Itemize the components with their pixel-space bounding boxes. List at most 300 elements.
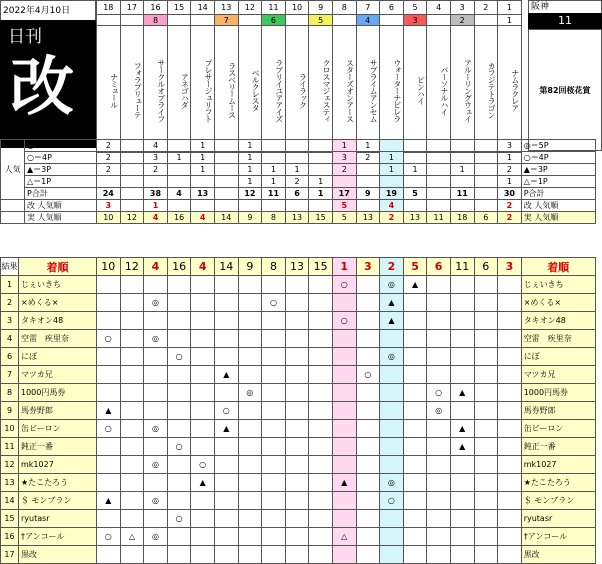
spacer-cell <box>1 200 25 212</box>
finish-label-right: 着順 <box>521 258 595 276</box>
prediction-mark: ▲ <box>214 366 238 384</box>
prediction-mark <box>332 366 356 384</box>
finish-cell: 2 <box>380 258 404 276</box>
prediction-mark <box>332 294 356 312</box>
prediction-mark: ○ <box>167 510 191 528</box>
prediction-mark <box>474 348 498 366</box>
prediction-mark <box>120 276 144 294</box>
predictor-name-right: 1000円馬券 <box>521 384 595 402</box>
prediction-mark <box>97 456 121 474</box>
pop-cell: 10 <box>97 212 121 224</box>
prediction-mark <box>97 510 121 528</box>
prediction-mark <box>474 492 498 510</box>
prediction-mark <box>191 348 215 366</box>
prediction-mark <box>120 492 144 510</box>
prediction-mark <box>403 456 427 474</box>
waku-number <box>97 15 121 26</box>
prediction-mark <box>332 546 356 564</box>
prediction-mark <box>356 546 380 564</box>
horse-name: ナムラクレア <box>498 26 522 153</box>
prediction-mark <box>262 456 286 474</box>
prediction-mark <box>380 330 404 348</box>
prediction-mark <box>144 348 168 366</box>
prediction-mark <box>214 384 238 402</box>
pop-cell <box>167 176 191 188</box>
pop-cell <box>120 140 144 152</box>
prediction-mark <box>427 276 451 294</box>
prediction-mark <box>474 276 498 294</box>
waku-number <box>238 15 262 26</box>
prediction-mark <box>167 402 191 420</box>
waku-number <box>285 15 309 26</box>
pop-cell: 2 <box>380 212 404 224</box>
prediction-mark <box>427 546 451 564</box>
prediction-mark <box>120 366 144 384</box>
spacer-cell <box>1 212 25 224</box>
prediction-mark <box>262 438 286 456</box>
pop-cell: 9 <box>356 188 380 200</box>
predictor-index: 8 <box>1 384 19 402</box>
prediction-mark <box>191 384 215 402</box>
pop-cell: 13 <box>403 212 427 224</box>
pop-cell: 1 <box>191 152 215 164</box>
waku-number <box>474 15 498 26</box>
prediction-mark: ▲ <box>97 402 121 420</box>
prediction-mark: ▲ <box>97 492 121 510</box>
prediction-mark <box>450 366 474 384</box>
predictor-index: 4 <box>1 330 19 348</box>
pop-cell: 1 <box>332 140 356 152</box>
horse-number: 7 <box>356 1 380 15</box>
pop-cell <box>474 200 498 212</box>
pop-cell <box>309 152 333 164</box>
prediction-mark <box>309 456 333 474</box>
pop-cell: 4 <box>144 140 168 152</box>
prediction-mark <box>427 438 451 456</box>
prediction-mark <box>474 456 498 474</box>
prediction-mark <box>450 456 474 474</box>
horse-number: 5 <box>403 1 427 15</box>
prediction-mark <box>238 528 262 546</box>
logo-char: 改 <box>10 51 74 125</box>
prediction-mark <box>427 456 451 474</box>
horse-number: 13 <box>214 1 238 15</box>
predictor-index: 6 <box>1 348 19 366</box>
finish-cell: 1 <box>332 258 356 276</box>
waku-number <box>120 15 144 26</box>
pop-cell: 1 <box>309 188 333 200</box>
prediction-mark <box>356 492 380 510</box>
prediction-mark <box>498 384 522 402</box>
horse-number: 4 <box>427 1 451 15</box>
prediction-mark <box>167 528 191 546</box>
predictor-name: 鈍正一番 <box>19 438 97 456</box>
pop-cell: 1 <box>238 140 262 152</box>
prediction-mark <box>238 312 262 330</box>
pop-cell: 1 <box>191 164 215 176</box>
prediction-mark <box>309 546 333 564</box>
prediction-mark: ◎ <box>380 348 404 366</box>
pop-cell <box>380 176 404 188</box>
prediction-mark <box>214 456 238 474</box>
prediction-mark <box>356 510 380 528</box>
prediction-mark <box>403 474 427 492</box>
pop-cell: 38 <box>144 188 168 200</box>
prediction-mark: ◎ <box>238 384 262 402</box>
prediction-mark <box>285 438 309 456</box>
prediction-mark <box>498 348 522 366</box>
prediction-mark <box>403 384 427 402</box>
prediction-mark <box>498 294 522 312</box>
prediction-mark <box>262 348 286 366</box>
prediction-mark: ◎ <box>144 456 168 474</box>
prediction-mark: ▲ <box>450 420 474 438</box>
prediction-mark <box>403 366 427 384</box>
pop-cell: 1 <box>380 152 404 164</box>
pop-cell <box>120 200 144 212</box>
prediction-mark <box>356 276 380 294</box>
prediction-mark <box>427 366 451 384</box>
pop-cell: 4 <box>167 188 191 200</box>
prediction-mark: ▲ <box>332 474 356 492</box>
predictor-name: 空雷 疾里奈 <box>19 330 97 348</box>
predictor-name-right: 馬券野郎 <box>521 402 595 420</box>
waku-number: 5 <box>309 15 333 26</box>
pop-row-label: ▲＝3P <box>25 164 97 176</box>
prediction-mark <box>498 330 522 348</box>
predictor-name: にぼ <box>19 348 97 366</box>
prediction-mark <box>262 510 286 528</box>
prediction-mark <box>356 330 380 348</box>
prediction-mark <box>309 528 333 546</box>
pop-cell: 3 <box>97 200 121 212</box>
prediction-mark <box>474 294 498 312</box>
prediction-mark <box>450 546 474 564</box>
prediction-mark <box>262 492 286 510</box>
pop-cell: 5 <box>332 200 356 212</box>
pop-cell <box>191 200 215 212</box>
prediction-mark <box>144 384 168 402</box>
prediction-mark <box>285 546 309 564</box>
prediction-mark <box>167 492 191 510</box>
prediction-mark <box>309 348 333 366</box>
prediction-mark <box>498 456 522 474</box>
pop-cell: 3 <box>332 152 356 164</box>
prediction-mark <box>285 312 309 330</box>
prediction-mark <box>380 456 404 474</box>
prediction-mark <box>474 510 498 528</box>
prediction-mark: ○ <box>427 384 451 402</box>
prediction-mark <box>403 492 427 510</box>
pop-row-label-right: 改 人気順 <box>521 200 595 212</box>
pop-cell: 1 <box>191 140 215 152</box>
predictor-name: じぇいきち <box>19 276 97 294</box>
predictor-index: 17 <box>1 546 19 564</box>
horse-name: スターズオンアース <box>332 26 356 153</box>
prediction-mark <box>474 474 498 492</box>
predictor-name: 黒改 <box>19 546 97 564</box>
horse-number: 16 <box>144 1 168 15</box>
pop-cell <box>214 176 238 188</box>
prediction-mark <box>309 420 333 438</box>
prediction-mark <box>332 330 356 348</box>
prediction-mark: ◎ <box>380 276 404 294</box>
predictor-name: ★たこたろう <box>19 474 97 492</box>
prediction-mark <box>191 294 215 312</box>
prediction-mark <box>450 492 474 510</box>
pop-cell <box>427 188 451 200</box>
prediction-mark <box>474 384 498 402</box>
pop-row-label-right: ◎＝5P <box>521 140 595 152</box>
prediction-mark <box>120 438 144 456</box>
pop-cell: 18 <box>450 212 474 224</box>
prediction-mark <box>262 546 286 564</box>
pop-cell <box>262 152 286 164</box>
prediction-mark: ◎ <box>144 528 168 546</box>
pop-cell: 30 <box>498 188 522 200</box>
pop-cell: 4 <box>144 212 168 224</box>
pop-row-label: △＝1P <box>25 176 97 188</box>
prediction-mark <box>427 330 451 348</box>
prediction-mark <box>285 276 309 294</box>
finish-cell: 6 <box>427 258 451 276</box>
prediction-mark: ○ <box>97 330 121 348</box>
horse-name: アネゴハダ <box>167 26 191 153</box>
pop-cell: 14 <box>214 212 238 224</box>
prediction-mark <box>120 420 144 438</box>
horse-number: 18 <box>97 1 121 15</box>
prediction-mark <box>97 294 121 312</box>
pop-cell <box>474 140 498 152</box>
pop-cell <box>427 152 451 164</box>
prediction-mark: ▲ <box>450 438 474 456</box>
prediction-mark: ▲ <box>380 312 404 330</box>
prediction-mark <box>332 420 356 438</box>
waku-number: 8 <box>144 15 168 26</box>
prediction-mark <box>262 402 286 420</box>
pop-cell <box>120 176 144 188</box>
prediction-mark: ▲ <box>214 420 238 438</box>
pop-cell: 3 <box>144 152 168 164</box>
pop-cell <box>332 176 356 188</box>
finish-cell: 11 <box>450 258 474 276</box>
prediction-mark <box>474 330 498 348</box>
prediction-mark: ○ <box>167 348 191 366</box>
horse-name: ベルクレスタ <box>238 26 262 153</box>
prediction-mark: ○ <box>380 492 404 510</box>
prediction-mark <box>332 402 356 420</box>
pop-cell <box>144 176 168 188</box>
predictor-name: 1000円馬券 <box>19 384 97 402</box>
prediction-mark <box>309 492 333 510</box>
predictor-name: †アンコール <box>19 528 97 546</box>
finish-cell: 10 <box>97 258 121 276</box>
horse-name: クロスマジェスティ <box>309 26 333 153</box>
prediction-mark <box>285 474 309 492</box>
prediction-mark <box>380 438 404 456</box>
prediction-mark <box>120 510 144 528</box>
finish-cell: 3 <box>356 258 380 276</box>
prediction-mark <box>262 384 286 402</box>
predictor-index: 15 <box>1 510 19 528</box>
prediction-mark <box>191 492 215 510</box>
pop-cell: 2 <box>97 152 121 164</box>
predictor-index: 3 <box>1 312 19 330</box>
pop-cell <box>167 140 191 152</box>
prediction-mark <box>144 276 168 294</box>
pop-row-label-right: ○＝4P <box>521 152 595 164</box>
prediction-mark: ○ <box>262 294 286 312</box>
prediction-mark <box>238 420 262 438</box>
predictor-name-right: ＄ モンブラン <box>521 492 595 510</box>
prediction-mark <box>238 456 262 474</box>
prediction-mark <box>309 276 333 294</box>
pop-row-label: 改 人気順 <box>25 200 97 212</box>
pop-cell <box>450 152 474 164</box>
prediction-mark <box>380 420 404 438</box>
prediction-mark <box>120 294 144 312</box>
prediction-mark <box>262 420 286 438</box>
prediction-mark <box>214 474 238 492</box>
predictor-name: mk1027 <box>19 456 97 474</box>
prediction-mark <box>403 546 427 564</box>
pop-cell: 1 <box>167 152 191 164</box>
prediction-mark <box>191 402 215 420</box>
prediction-mark <box>262 312 286 330</box>
prediction-mark <box>403 420 427 438</box>
prediction-mark <box>380 510 404 528</box>
prediction-mark <box>356 384 380 402</box>
prediction-mark <box>356 402 380 420</box>
pop-cell: 1 <box>450 164 474 176</box>
prediction-mark: ◎ <box>144 330 168 348</box>
predictor-name: マツカ兄 <box>19 366 97 384</box>
race-date: 2022年4月10日 <box>0 0 96 20</box>
predictor-index: 12 <box>1 456 19 474</box>
prediction-mark <box>97 438 121 456</box>
logo-block <box>0 20 96 148</box>
pop-cell: 2 <box>498 212 522 224</box>
predictor-name-right: mk1027 <box>521 456 595 474</box>
pop-cell <box>120 188 144 200</box>
predictor-name: ryutasr <box>19 510 97 528</box>
predictor-name: 缶ビーロン <box>19 420 97 438</box>
predictor-index: 10 <box>1 420 19 438</box>
prediction-mark <box>238 294 262 312</box>
pop-cell <box>427 164 451 176</box>
pop-cell <box>120 164 144 176</box>
waku-number: 6 <box>262 15 286 26</box>
predictor-name-right: †アンコール <box>521 528 595 546</box>
pop-cell: 11 <box>262 188 286 200</box>
horse-name: アルーリングウェイ <box>450 26 474 153</box>
pop-cell <box>427 140 451 152</box>
finish-cell: 14 <box>214 258 238 276</box>
finish-cell: 9 <box>238 258 262 276</box>
prediction-mark: ▲ <box>403 276 427 294</box>
pop-cell: 4 <box>191 212 215 224</box>
prediction-mark: ◎ <box>427 402 451 420</box>
prediction-mark <box>167 456 191 474</box>
predictor-name-right: にぼ <box>521 348 595 366</box>
pop-cell <box>214 200 238 212</box>
pop-cell: 1 <box>144 200 168 212</box>
prediction-mark <box>285 456 309 474</box>
finish-cell: 4 <box>191 258 215 276</box>
prediction-mark <box>356 420 380 438</box>
horse-number: 11 <box>262 1 286 15</box>
prediction-mark <box>403 312 427 330</box>
prediction-mark <box>380 402 404 420</box>
pop-cell: 11 <box>450 188 474 200</box>
predictor-name-right: ryutasr <box>521 510 595 528</box>
prediction-mark <box>191 312 215 330</box>
prediction-mark <box>238 366 262 384</box>
prediction-mark <box>97 546 121 564</box>
prediction-mark: ○ <box>167 438 191 456</box>
prediction-mark <box>474 366 498 384</box>
prediction-mark <box>97 348 121 366</box>
prediction-mark <box>356 456 380 474</box>
prediction-mark <box>144 510 168 528</box>
prediction-mark <box>167 276 191 294</box>
prediction-mark <box>167 366 191 384</box>
prediction-mark: ◎ <box>144 294 168 312</box>
horse-number: 15 <box>167 1 191 15</box>
predictor-index: 2 <box>1 294 19 312</box>
prediction-mark <box>309 384 333 402</box>
prediction-mark <box>474 438 498 456</box>
prediction-mark <box>332 510 356 528</box>
prediction-mark <box>238 348 262 366</box>
pop-cell: 13 <box>356 212 380 224</box>
prediction-mark <box>167 384 191 402</box>
horse-name: ナミュール <box>97 26 121 153</box>
prediction-mark <box>427 474 451 492</box>
prediction-mark <box>450 276 474 294</box>
predictor-index: 9 <box>1 402 19 420</box>
pop-cell <box>380 140 404 152</box>
prediction-mark <box>450 510 474 528</box>
predictor-index: 16 <box>1 528 19 546</box>
prediction-mark <box>238 402 262 420</box>
predictor-index: 7 <box>1 366 19 384</box>
horse-header-table <box>96 0 522 153</box>
prediction-mark: ◎ <box>380 474 404 492</box>
pop-cell: 2 <box>498 200 522 212</box>
horse-name: サークルオブライフ <box>144 26 168 153</box>
prediction-mark <box>403 438 427 456</box>
pop-cell: 1 <box>262 164 286 176</box>
horse-number: 12 <box>238 1 262 15</box>
finish-cell: 8 <box>262 258 286 276</box>
prediction-mark <box>427 294 451 312</box>
prediction-mark <box>238 474 262 492</box>
prediction-mark <box>238 492 262 510</box>
pop-cell: 9 <box>238 212 262 224</box>
prediction-mark <box>191 366 215 384</box>
pop-cell: 1 <box>498 152 522 164</box>
predictor-name-right: ★たこたろう <box>521 474 595 492</box>
pop-cell <box>403 140 427 152</box>
waku-number <box>380 15 404 26</box>
prediction-mark <box>356 348 380 366</box>
prediction-mark <box>498 402 522 420</box>
pop-cell <box>474 152 498 164</box>
prediction-mark <box>167 294 191 312</box>
pop-cell <box>238 200 262 212</box>
predictor-index: 14 <box>1 492 19 510</box>
